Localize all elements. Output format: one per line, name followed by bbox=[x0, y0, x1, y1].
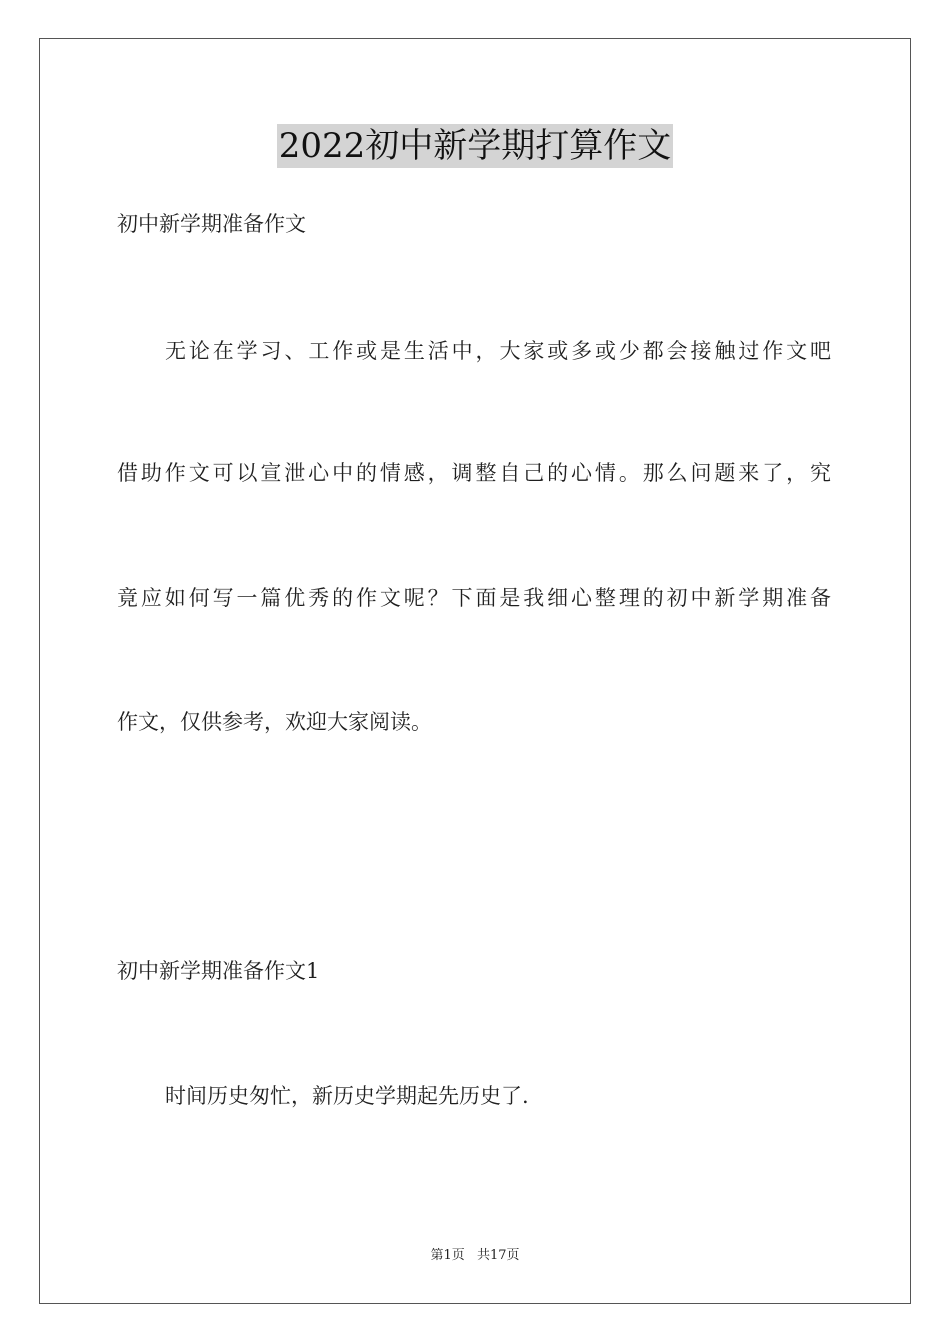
document-subtitle: 初中新学期准备作文 bbox=[117, 212, 306, 236]
total-pages: 共17页 bbox=[476, 1248, 520, 1263]
intro-line-1: 无论在学习、工作或是生活中，大家或多或少都会接触过作文吧 bbox=[165, 339, 831, 363]
intro-line-4: 作文，仅供参考，欢迎大家阅读。 bbox=[117, 710, 432, 734]
page-footer bbox=[0, 1247, 950, 1265]
intro-line-2: 借助作文可以宣泄心中的情感，调整自己的心情。那么问题来了，究 bbox=[117, 461, 831, 485]
intro-line-3: 竟应如何写一篇优秀的作文呢？下面是我细心整理的初中新学期准备 bbox=[117, 586, 831, 610]
section-heading: 初中新学期准备作文1 bbox=[117, 959, 320, 983]
document-title: 2022初中新学期打算作文 bbox=[278, 126, 672, 166]
title-container bbox=[0, 124, 950, 168]
page-number: 第1页 bbox=[430, 1248, 465, 1263]
section-first-line: 时间历史匆忙，新历史学期起先历史了. bbox=[165, 1084, 529, 1108]
